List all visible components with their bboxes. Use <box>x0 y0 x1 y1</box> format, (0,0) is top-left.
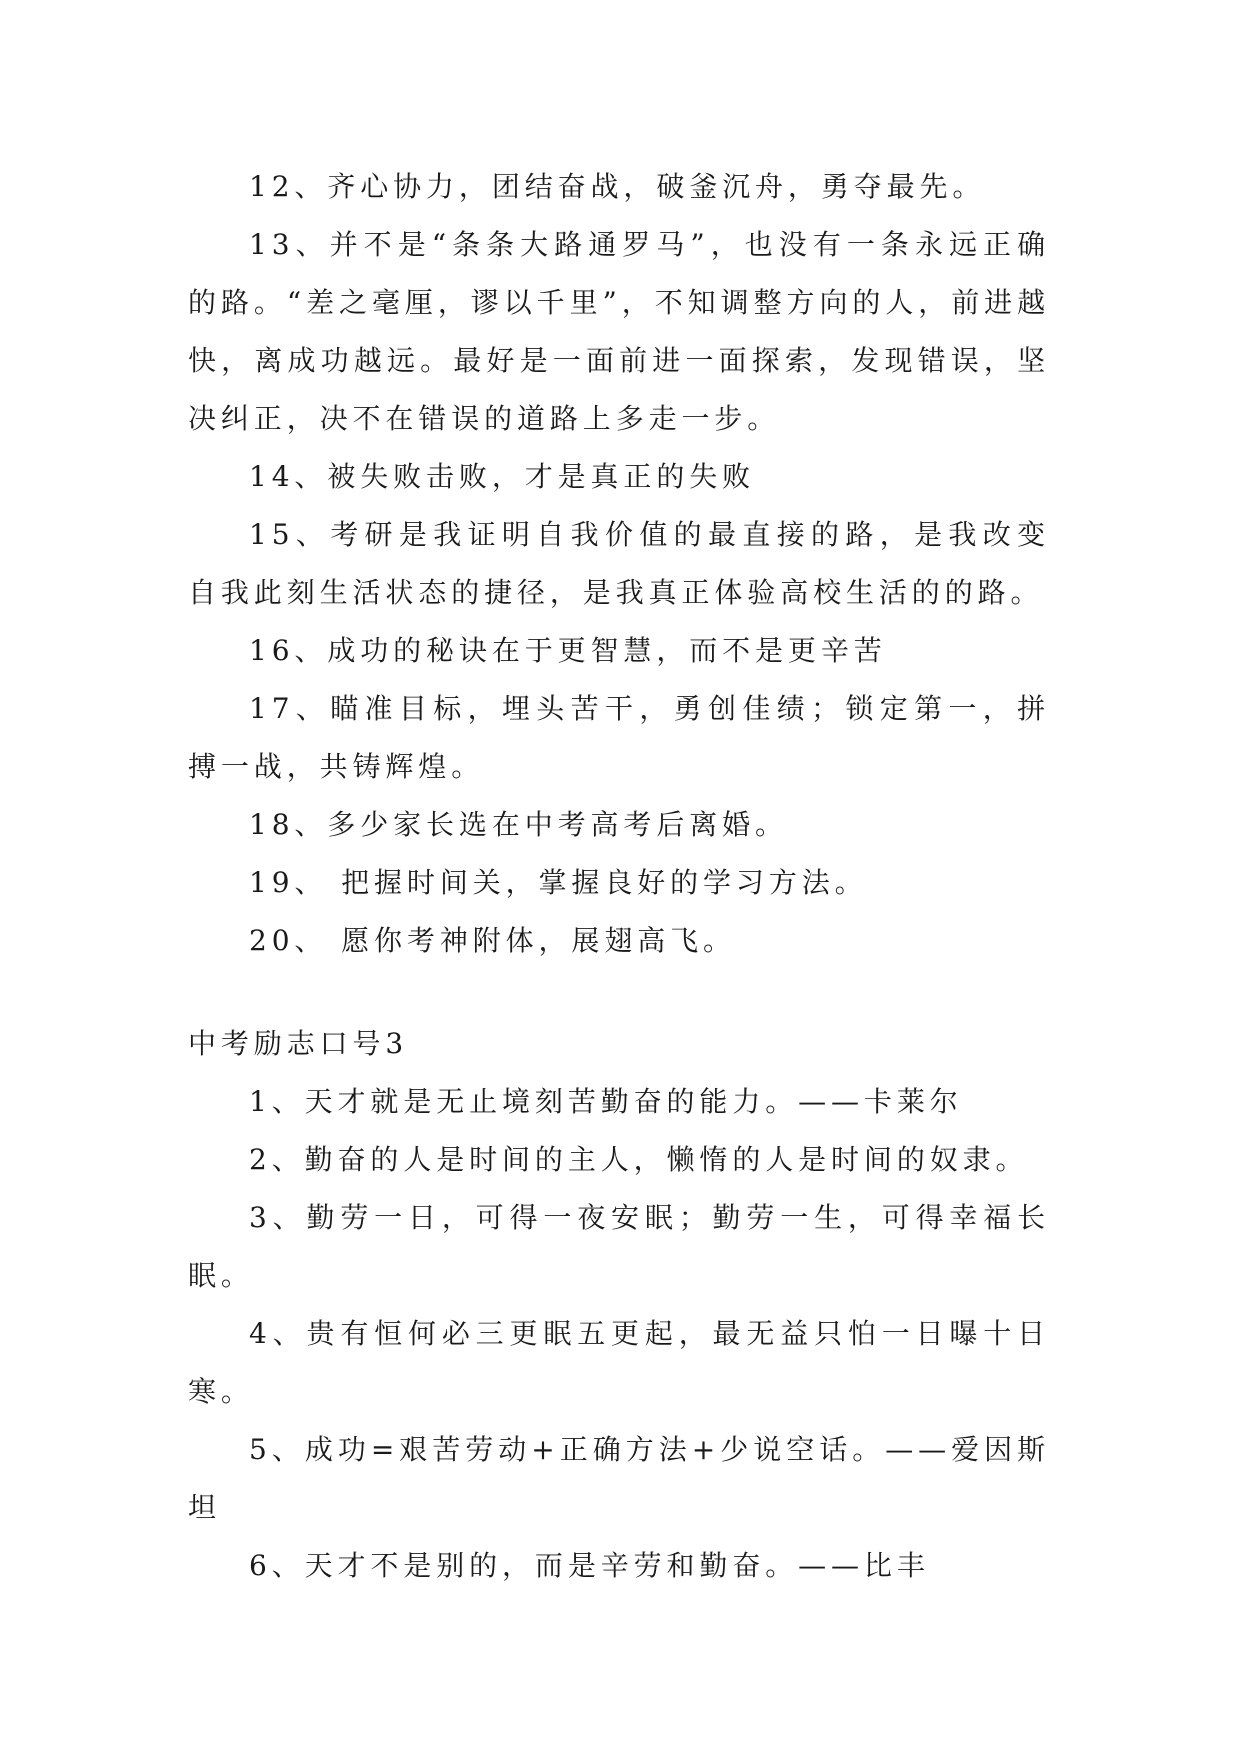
paragraph-quote-4: 4、贵有恒何必三更眠五更起，最无益只怕一日曝十日寒。 <box>188 1317 1050 1408</box>
paragraph-quote-2: 2、勤奋的人是时间的主人，懒惰的人是时间的奴隶。 <box>249 1143 1029 1176</box>
paragraph-item-13: 13、并不是“条条大路通罗马”，也没有一条永远正确的路。“差之毫厘，谬以千里”，不知调整方向的人，前进越快，离成功越远。最好是一面前进一面探索，发现错误，坚决纠正，决不在错误的道路上多走一步。 <box>188 228 1050 435</box>
paragraph-item-14: 14、被失败击败，才是真正的失败 <box>249 460 756 493</box>
paragraph-item-17: 17、瞄准目标，埋头苦干，勇创佳绩；锁定第一，拼搏一战，共铸辉煌。 <box>188 692 1050 783</box>
document-body <box>188 158 1050 1595</box>
paragraph-item-19: 19、 把握时间关，掌握良好的学习方法。 <box>249 866 868 899</box>
paragraph-quote-6: 6、天才不是别的，而是辛劳和勤奋。——比丰 <box>249 1549 930 1582</box>
paragraph-item-15: 15、考研是我证明自我价值的最直接的路，是我改变自我此刻生活状态的捷径，是我真正体验高校生活的的路。 <box>188 518 1050 609</box>
paragraph-quote-3: 3、勤劳一日，可得一夜安眠；勤劳一生，可得幸福长眠。 <box>188 1201 1050 1292</box>
paragraph-quote-5: 5、成功=艰苦劳动+正确方法+少说空话。——爱因斯坦 <box>188 1433 1050 1524</box>
paragraph-quote-1: 1、天才就是无止境刻苦勤奋的能力。——卡莱尔 <box>249 1085 963 1118</box>
paragraph-item-20: 20、 愿你考神附体，展翅高飞。 <box>249 924 736 957</box>
paragraph-item-18: 18、多少家长选在中考高考后离婚。 <box>249 808 788 841</box>
section-heading: 中考励志口号3 <box>188 1027 409 1060</box>
paragraph-item-16: 16、成功的秘诀在于更智慧，而不是更辛苦 <box>249 634 887 667</box>
paragraph-item-12: 12、齐心协力，团结奋战，破釜沉舟，勇夺最先。 <box>249 170 986 203</box>
